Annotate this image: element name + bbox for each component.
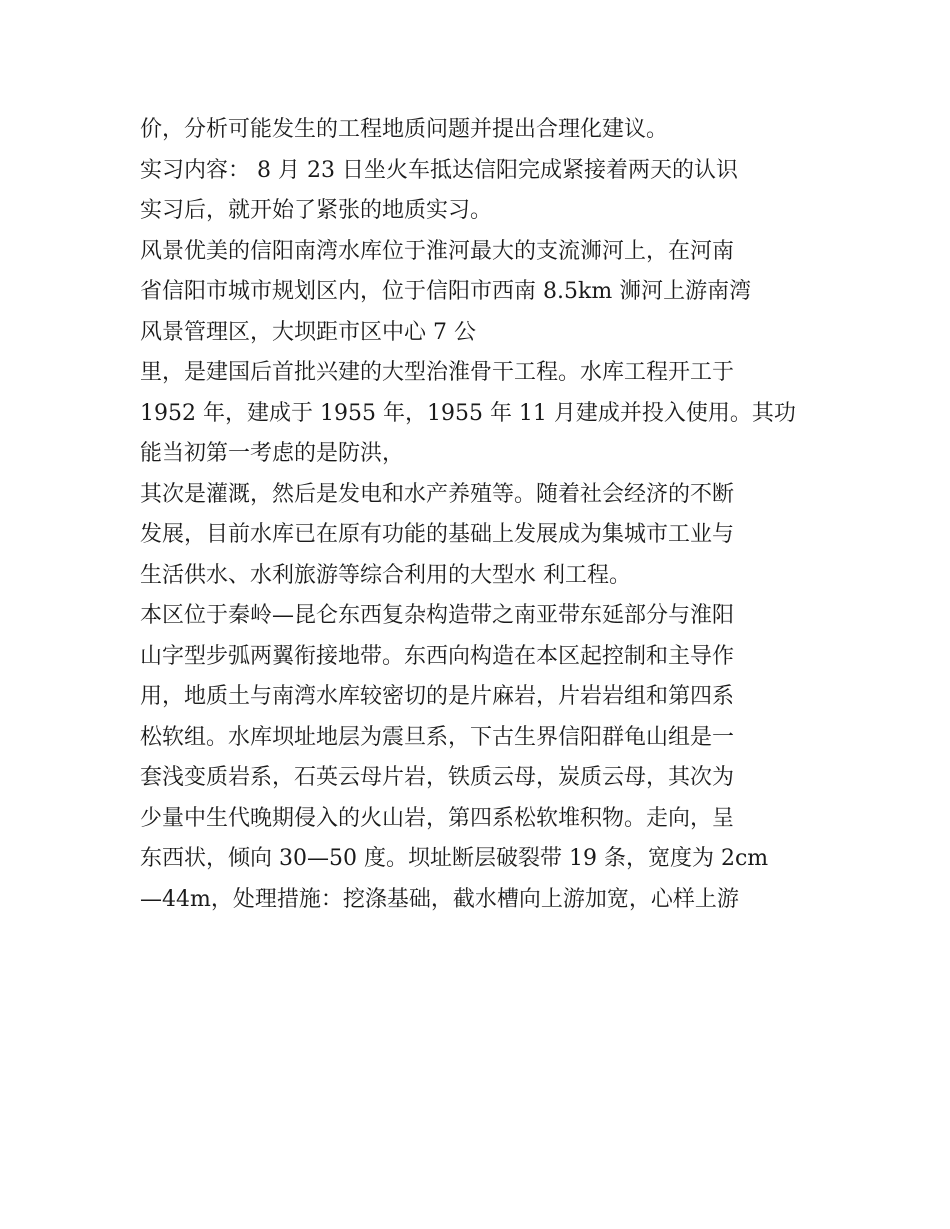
text-line: 风景优美的信阳南湾水库位于淮河最大的支流浉河上，在河南 [140,238,735,264]
text-line: 发展，目前水库已在原有功能的基础上发展成为集城市工业与 [140,522,735,547]
text-line: 风景管理区，大坝距市区中心 7 公 [140,319,476,345]
text-line: 东西状，倾向 30—50 度。坝址断层破裂带 19 条，宽度为 2cm [140,846,769,871]
text-line: 套浅变质岩系，石英云母片岩，铁质云母，炭质云母，其次为 [140,765,735,790]
text-line: 本区位于秦岭—昆仑东西复杂构造带之南亚带东延部分与淮阳 [140,603,735,628]
text-line: 山字型步弧两翼衔接地带。东西向构造在本区起控制和主导作 [140,643,735,669]
text-line: 用，地质土与南湾水库较密切的是片麻岩，片岩岩组和第四系 [140,684,735,709]
text-line: 实习内容： 8 月 23 日坐火车抵达信阳完成紧接着两天的认识 [140,157,738,183]
text-line: 省信阳市城市规划区内，位于信阳市西南 8.5km 浉河上游南湾 [140,279,752,304]
text-line: 价，分析可能发生的工程地质问题并提出合理化建议。 [140,117,669,142]
text-line: 1952 年，建成于 1955 年，1955 年 11 月建成并投入使用。其功 [140,400,796,426]
text-line: 其次是灌溉，然后是发电和水产养殖等。随着社会经济的不断 [140,481,735,507]
body-text [140,110,820,920]
text-line: 少量中生代晚期侵入的火山岩，第四系松软堆积物。走向，呈 [140,805,735,831]
text-line: 里，是建国后首批兴建的大型治淮骨干工程。水库工程开工于 [140,360,735,385]
text-line: 能当初第一考虑的是防洪， [140,441,405,466]
text-line: 生活供水、水利旅游等综合利用的大型水 利工程。 [140,562,631,588]
text-line: 实习后，就开始了紧张的地质实习。 [140,198,493,223]
text-line: —44m，处理措施：挖涤基础，截水槽向上游加宽，心样上游 [140,886,739,912]
text-line: 松软组。水库坝址地层为震旦系，下古生界信阳群龟山组是一 [140,724,735,750]
